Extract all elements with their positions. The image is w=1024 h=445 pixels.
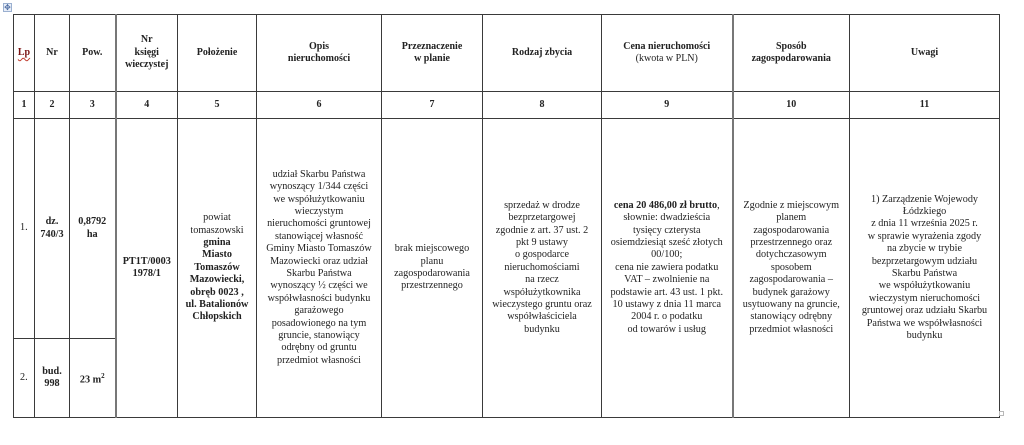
header-pow: Pow.	[70, 15, 116, 92]
cena-line: podstawie art. 43 ust. 1 pkt.	[610, 286, 724, 298]
rodzaj-line: wieczystego gruntu oraz	[492, 299, 592, 311]
polozenie-line: Miasto	[202, 249, 232, 261]
column-number: 2	[35, 92, 70, 119]
column-number: 4	[116, 92, 178, 119]
rodzaj-line: na rzecz	[525, 274, 559, 286]
polozenie-line: Tomaszów	[194, 261, 240, 273]
cell-opis	[257, 119, 382, 418]
column-number: 5	[178, 92, 257, 119]
header-nr: Nr	[35, 15, 70, 92]
opis-line: odrębny od gruntu	[281, 342, 357, 354]
column-number-row	[14, 92, 1000, 119]
uwagi-line: w sprawie wyrażenia zgody	[867, 230, 982, 242]
opis-line: we współużytkowaniu	[273, 193, 365, 205]
cell-lp: 1.	[14, 119, 35, 339]
sposob-line: usytuowany na gruncie,	[742, 299, 840, 311]
header-uwagi: Uwagi	[850, 15, 1000, 92]
header-przeznaczenie-line: w planie	[414, 53, 450, 64]
header-sposob-line: zagospodarowania	[751, 53, 831, 64]
header-kw	[116, 15, 178, 92]
uwagi-line: Państwa we współwłasności	[866, 317, 983, 329]
header-cena	[602, 15, 733, 92]
cell-polozenie	[178, 119, 257, 418]
column-number: 1	[14, 92, 35, 119]
table-end-marker-icon	[999, 411, 1004, 416]
column-number: 10	[733, 92, 850, 119]
cena-line: 10 ustawy z dnia 11 marca	[612, 299, 722, 311]
header-kw-line: Nr	[140, 34, 153, 46]
cena-first-line	[604, 200, 730, 212]
column-number: 8	[483, 92, 602, 119]
header-cena-line: Cena nieruchomości	[623, 40, 711, 52]
rodzaj-line: sprzedaż w drodze	[504, 199, 580, 211]
header-przeznaczenie-line: Przeznaczenie	[401, 40, 463, 52]
polozenie-line: Chłopskich	[192, 311, 242, 323]
cell-pow	[70, 119, 116, 339]
polozenie-line: gmina	[203, 236, 231, 248]
table-row	[14, 119, 1000, 339]
cena-line: VAT – zwolnienie na	[624, 274, 710, 286]
uwagi-line: wieczystym nieruchomości	[868, 292, 981, 304]
rodzaj-line: budynku	[524, 323, 560, 335]
cell-nr	[35, 339, 70, 418]
cell-przeznaczenie	[382, 119, 483, 418]
cell-kw-line: PT1T/0003	[122, 255, 171, 267]
uwagi-line: we współużytkowaniu	[878, 280, 971, 292]
sposob-line: sposobem	[770, 261, 812, 273]
uwagi-line: Łódzkiego	[902, 205, 947, 217]
opis-line: udział Skarbu Państwa	[272, 168, 366, 180]
opis-line: przedmiot własności	[276, 354, 362, 366]
header-polozenie: Położenie	[178, 15, 257, 92]
opis-line: Mazowiecki oraz udział	[270, 255, 368, 267]
cell-nr-line: bud.	[42, 365, 62, 377]
header-sposob	[733, 15, 850, 92]
table-move-handle-icon[interactable]: ✥	[4, 3, 11, 12]
header-kw-line: księgi	[134, 46, 159, 58]
cena-line: od towarów i usług	[627, 323, 706, 335]
header-lp	[14, 15, 35, 92]
property-sale-table	[13, 14, 1000, 418]
cell-nr-line: dz.	[45, 216, 59, 228]
sposob-line: dotychczasowym	[755, 249, 827, 261]
sposob-line: przestrzennego oraz	[750, 236, 833, 248]
opis-line: Skarbu Państwa	[286, 268, 352, 279]
rodzaj-line: o gospodarce	[514, 249, 570, 261]
sposob-line: stanowiący odrębny	[750, 311, 833, 323]
opis-line: gruncie, stanowiący	[278, 330, 360, 342]
header-opis-line: Opis	[308, 40, 329, 52]
opis-line: garażowego	[294, 305, 344, 317]
opis-line: wieczystym	[294, 205, 344, 217]
cell-pow-superscript: 2	[101, 371, 105, 380]
sposob-line: budynek garażowy	[752, 286, 830, 298]
column-number: 3	[70, 92, 116, 119]
sposob-line: przedmiot własności	[749, 323, 834, 335]
rodzaj-line: pkt 9 ustawy	[515, 236, 569, 248]
opis-line: współwłasności budynku	[267, 292, 371, 304]
opis-line: wynoszący ½ części we	[270, 280, 368, 292]
header-kw-line: wieczystej	[125, 59, 169, 71]
polozenie-line: ul. Batalionów	[185, 299, 249, 311]
rodzaj-line: współwłaściciela	[507, 311, 577, 323]
cell-lp: 2.	[14, 339, 35, 418]
header-opis-line: nieruchomości	[287, 53, 351, 64]
column-number: 11	[850, 92, 1000, 119]
cell-nr-line: 740/3	[40, 228, 64, 240]
przeznaczenie-line: planu	[420, 255, 444, 267]
sposob-line: zagospodarowania	[753, 224, 830, 236]
cena-line: słownie: dwadzieścia	[623, 212, 711, 224]
przeznaczenie-line: przestrzennego	[401, 280, 463, 292]
header-row	[14, 15, 1000, 92]
polozenie-line: Mazowiecki,	[189, 274, 245, 286]
cena-line: tysięcy czterysta	[632, 224, 701, 236]
cena-line: 2004 r. o podatku	[631, 311, 703, 323]
przeznaczenie-line: zagospodarowania	[394, 268, 470, 279]
cell-pow-line: ha	[86, 228, 98, 240]
polozenie-line: powiat	[203, 212, 231, 224]
header-rodzaj: Rodzaj zbycia	[483, 15, 602, 92]
uwagi-line: 1) Zarządzenie Wojewody	[870, 193, 979, 205]
uwagi-line: gruntowej oraz udziału Skarbu	[861, 305, 988, 317]
uwagi-line: z dnia 11 września 2025 r.	[871, 218, 978, 230]
polozenie-line: tomaszowski	[190, 224, 244, 236]
cell-kw-line: 1978/1	[132, 268, 161, 279]
rodzaj-line: współużytkownika	[503, 286, 581, 298]
column-number: 7	[382, 92, 483, 119]
cell-nr	[35, 119, 70, 339]
uwagi-line: Skarbu Państwa	[891, 268, 958, 279]
cell-rodzaj	[483, 119, 602, 418]
cena-comma: ,	[717, 199, 720, 211]
header-sposob-line: Sposób	[775, 40, 807, 52]
cena-line: cena nie zawiera podatku	[615, 261, 719, 273]
cell-kw	[116, 119, 178, 418]
header-opis	[257, 15, 382, 92]
cena-line: osiemdziesiąt sześć złotych	[610, 236, 723, 248]
cell-pow-line: 0,8792	[78, 216, 107, 228]
header-przeznaczenie	[382, 15, 483, 92]
uwagi-line: bezprzetargowym udziału	[871, 255, 978, 267]
sposob-line: planem	[776, 212, 807, 224]
opis-line: Gminy Miasto Tomaszów	[266, 243, 372, 255]
column-number: 9	[602, 92, 733, 119]
cell-pow	[70, 339, 116, 418]
polozenie-line: obręb 0023 ,	[190, 286, 244, 298]
column-number: 6	[257, 92, 382, 119]
cell-pow-value: 23 m	[79, 373, 102, 385]
rodzaj-line: zgodnie z art. 37 ust. 2	[495, 224, 589, 236]
uwagi-line: budynku	[906, 330, 943, 342]
opis-line: posadowionego na tym	[271, 317, 367, 329]
cena-line: 00/100;	[651, 249, 683, 261]
rodzaj-line: bezprzetargowej	[508, 212, 576, 224]
cell-uwagi	[850, 119, 1000, 418]
cena-amount: cena 20 486,00 zł brutto	[613, 199, 718, 211]
opis-line: wynoszący 1/344 części	[269, 181, 369, 193]
header-cena-subline: (kwota w PLN)	[635, 53, 698, 64]
sposob-line: Zgodnie z miejscowym	[743, 199, 840, 211]
opis-line: stanowiącej własność	[275, 230, 363, 242]
cell-nr-line: 998	[44, 378, 60, 389]
uwagi-line: na zbycie w trybie	[887, 243, 962, 255]
przeznaczenie-line: brak miejscowego	[394, 243, 470, 255]
cell-cena	[602, 119, 733, 418]
header-lp-text: Lp	[17, 46, 31, 58]
sposob-line: zagospodarowania –	[749, 274, 833, 286]
rodzaj-line: nieruchomościami	[504, 261, 580, 273]
opis-line: nieruchomości gruntowej	[267, 218, 371, 230]
cell-sposob	[733, 119, 850, 418]
